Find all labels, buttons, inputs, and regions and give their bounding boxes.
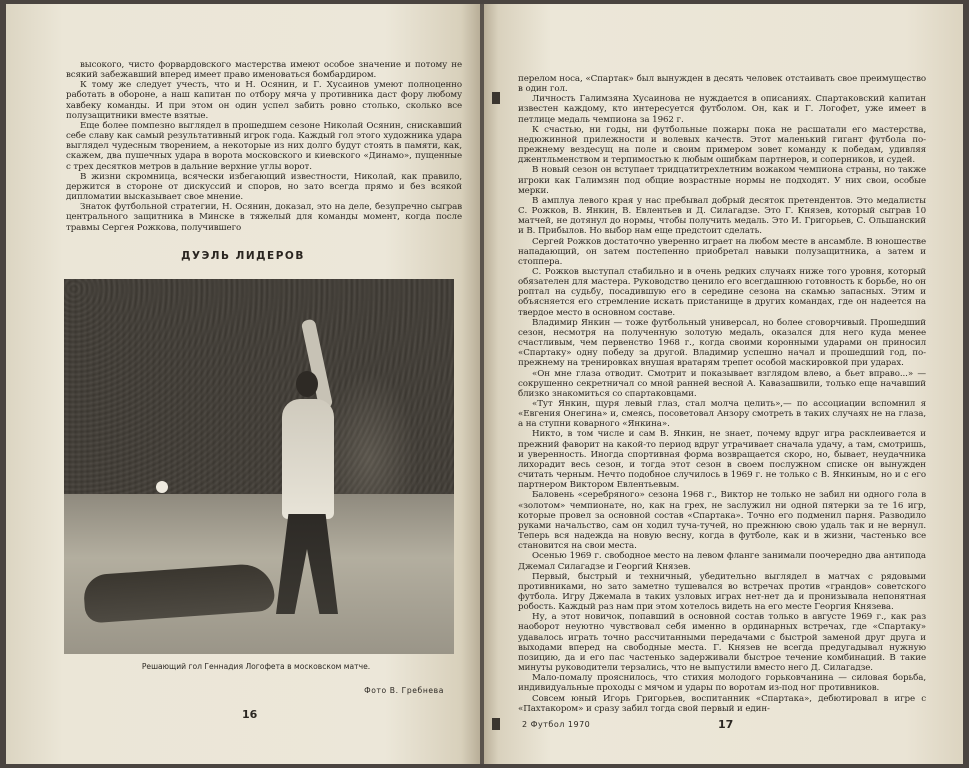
ball bbox=[156, 481, 168, 493]
paragraph: Ну, а этот новичок, попавший в основной состав только в августе 1969 г., как раз наоборот неуютно чувствовал себя именно в ординарных встречах, где «Спартаку» удавалось играть точно рассчитанными передачами с быстрой заменой друг друга и выходами вперед на свободные места. Г. Князев не всегда предугадывал нужную позицию, да и его пас частенько задерживали быстрое течение комбинаций. В такие минуты руководители терзались, что не выпустили вместо него Д. Силагадзе. bbox=[518, 612, 926, 674]
crowd-background bbox=[64, 279, 454, 494]
paragraph: Еще более помпезно выглядел в прошедшем сезоне Николай Осянин, снискавший себе славу как самый результативный игрок года. Каждый гол этого художника удара выглядел чудесным творением, а некоторые из них долго будут стоять в памяти, как, скажем, два пушечных удара в ворота московского и киевского «Динамо», пущенные с трех десятков метров в дальние верхние углы ворот. bbox=[66, 120, 462, 172]
page-number: 17 bbox=[718, 718, 734, 731]
left-page bbox=[6, 4, 480, 764]
photo-credit: Фото В. Гребнева bbox=[364, 686, 444, 695]
book-spread bbox=[6, 4, 963, 764]
paragraph: Личность Галимзяна Хусаинова не нуждается в описаниях. Спартаковский капитан известен каждому, кто интересуется футболом. Он, как и Г. Логофет, уже имеет в петлице медаль чемпиона за 1962 г. bbox=[518, 94, 926, 125]
paragraph: Сергей Рожков достаточно уверенно играет на любом месте в ансамбле. В юношестве нападающий, он затем постепенно приобретал навыки полузащитника, а затем и стоппера. bbox=[518, 236, 926, 267]
paragraph: К счастью, ни годы, ни футбольные пожары пока не расшатали его мастерства, недюжинной прилежности и волевых качеств. Этот маленький гигант футбола по-прежнему вездесущ на поле и своим примером зовет команду к победам, удивляя джентльменством и терпимостью к любым ошибкам партнеров, и соперников, и судей. bbox=[518, 124, 926, 166]
right-page bbox=[484, 4, 963, 764]
paragraph: В жизни скромница, всячески избегающий известности, Николай, как правило, держится в стороне от дискуссий и споров, но зато всегда прямо и без всякой дипломатии высказывает свое мнение. bbox=[66, 171, 462, 203]
standing-player bbox=[282, 399, 334, 519]
paragraph: «Он мне глаза отводит. Смотрит и показывает взглядом влево, а бьет вправо...» — сокрушенно секретничал со мной ранней весной А. Кавазашвили, только еще начавший близко знакомиться со спартаковцами. bbox=[518, 368, 926, 399]
paragraph: Баловень «серебряного» сезона 1968 г., Виктор не только не забил ни одного гола в «золотом» чемпионате, но, как на грех, не заслужил ни одной пятерки за те 16 игр, которые провел за основной состав «Спартака». Точно его подменил парня. Разводило руками начальство, сам он ходил туча-тучей, но прежнюю свою удаль так и не вернул. Теперь вся надежда на новую весну, когда в футболе, как и в жизни, частенько все становится на свои места. bbox=[518, 490, 926, 552]
paragraph: Знаток футбольной стратегии, Н. Осянин, доказал, это на деле, безупречно сыграв центрального защитника в Минске в тяжелый для команды момент, когда после травмы Сергея Рожкова, получившего bbox=[66, 202, 462, 233]
right-text-column bbox=[518, 74, 926, 714]
paragraph: Первый, быстрый и техничный, убедительно выглядел в матчах с рядовыми противниками, но зато заметно тушевался во встречах против «грандов» советского футбола. Игру Джемала в таких узловых играх нет-нет да и пронизывала непонятная робость. Каждый раз нам при этом хотелось видеть на его месте Георгия Князева. bbox=[518, 571, 926, 613]
left-text-column bbox=[66, 60, 462, 233]
photo-caption: Решающий гол Геннадия Логофета в московском матче. bbox=[141, 662, 371, 671]
paragraph: С. Рожков выступал стабильно и в очень редких случаях ниже того уровня, который обязателен для мастера. Руководство ценило его всегдашнюю готовность к борьбе, но он роптал на судьбу, посадившую его в середине сезона на скамью запасных. Этим и объясняется его стремление искать пристанище в других командах, где он надеется на твердое место в основном составе. bbox=[518, 266, 926, 318]
paragraph: высокого, чисто форвардовского мастерства имеют особое значение и потому не всякий забежавший вперед имеет право именоваться бомбардиром. bbox=[66, 60, 462, 81]
paragraph: «Тут Янкин, щуря левый глаз, стал молча целить»,— по ассоциации вспомнил я «Евгения Онегина» и, смеясь, посоветовал Анзору смотреть в таких случаях не на глаза, а на ступни коварного «Янкина». bbox=[518, 399, 926, 430]
page-number: 16 bbox=[242, 708, 258, 721]
player-head bbox=[296, 371, 318, 397]
paragraph: В новый сезон он вступает тридцатитрехлетним вожаком чемпиона страны, но также игроки как Галимзян под общие возрастные нормы не подходят. У них свои, особые мерки. bbox=[518, 165, 926, 196]
paragraph: Мало-помалу прояснилось, что стихия молодого горьковчанина — силовая борьба, индивидуальные проходы с мячом и удары по воротам из-под ног противников. bbox=[518, 673, 926, 694]
section-heading: ДУЭЛЬ ЛИДЕРОВ bbox=[181, 250, 305, 262]
paragraph: В амплуа левого края у нас пребывал добрый десяток претендентов. Это медалисты С. Рожков, В. Янкин, В. Евлентьев и Д. Силагадзе. Это Г. Князев, который сыграв 10 матчей, не дотянул до нормы, чтобы получить медаль. Это И. Григорьев, С. Ольшанский и В. Прибылов. Но выбор нам еще предстоит сделать. bbox=[518, 195, 926, 237]
match-photo bbox=[64, 279, 454, 654]
binding-mark bbox=[492, 92, 500, 104]
binding-mark bbox=[492, 718, 500, 730]
paragraph: Совсем юный Игорь Григорьев, воспитанник «Спартака», дебютировал в игре с «Пахтакором» и сразу забил тогда свой первый и един- bbox=[518, 693, 926, 714]
paragraph: Владимир Янкин — тоже футбольный универсал, но более сговорчивый. Прошедший сезон, несмотря на полученную золотую медаль, оказался для него куда менее счастливым, чем первенство 1968 г., когда своими коронными ударами он приносил «Спартаку» одну победу за другой. Владимир успешно начал и прошедший год, по-прежнему на тренировках внушая вратарям трепет особой маскировкой при ударах. bbox=[518, 317, 926, 369]
paragraph: К тому же следует учесть, что и Н. Осянин, и Г. Хусаинов умеют полноценно работать в обороне, а наш капитан по отбору мяча у противника даст фору любому хавбеку команды. И при этом он один успел забить ровно столько, сколько все полузащитники вместе взятые. bbox=[66, 80, 462, 121]
paragraph: Никто, в том числе и сам В. Янкин, не знает, почему вдруг игра расклеивается и прежний фаворит на какой-то период вдруг утрачивает сначала удачу, а там, смотришь, и уверенность. Иногда спортивная форма возвращается скоро, но, бывает, неудачника лихорадит весь сезон, и тогда этот сезон в своем послужном списке он вынужден считать черным. Нечто подобное случилось в 1969 г. не только с В. Янкиным, но и с его партнером Виктором Евлентьевым. bbox=[518, 429, 926, 491]
paragraph: Осенью 1969 г. свободное место на левом фланге занимали поочередно два антипода Джемал Силагадзе и Георгий Князев. bbox=[518, 551, 926, 572]
printer-signature: 2 Футбол 1970 bbox=[522, 720, 591, 729]
paragraph: перелом носа, «Спартак» был вынужден в десять человек отстаивать свое преимущество в один гол. bbox=[518, 74, 926, 95]
